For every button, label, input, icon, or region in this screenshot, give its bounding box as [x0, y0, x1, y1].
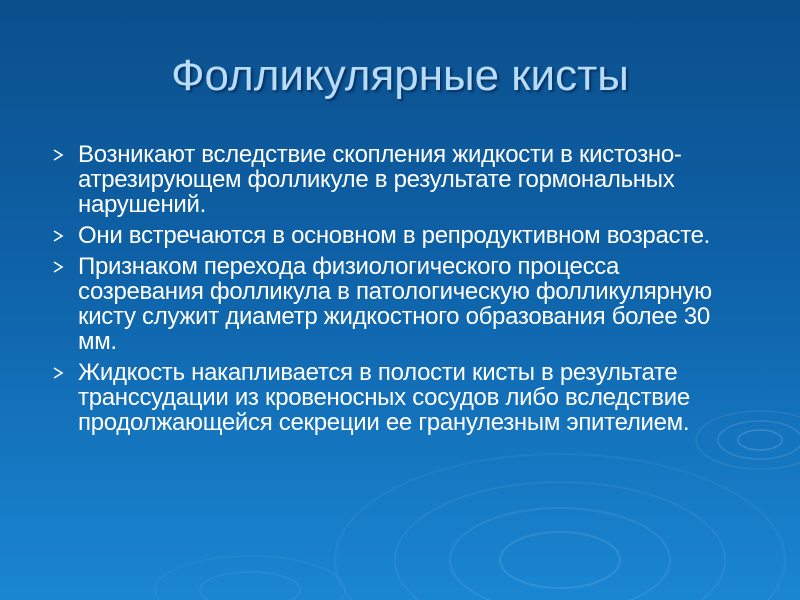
chevron-right-icon [52, 367, 64, 379]
bullet-list [52, 142, 742, 441]
bullet-text: Жидкость накапливается в полости кисты в результате транссудации из кровеносных сосудов либо вследствие продолжающейся секреции ее гранулезным эпителием. [78, 359, 690, 436]
list-item [52, 254, 742, 354]
chevron-right-icon [52, 149, 64, 161]
bullet-text: Они встречаются в основном в репродуктивном возрасте. [78, 222, 711, 249]
chevron-right-icon [52, 261, 64, 273]
bullet-text: Признаком перехода физиологического процесса созревания фолликула в патологическую фолликулярную кисту служит диаметр жидкостного образования более 30 мм. [78, 253, 712, 355]
chevron-right-icon [52, 230, 64, 242]
list-item [52, 142, 742, 217]
slide-title: Фолликулярные кисты [171, 51, 629, 100]
bullet-text: Возникают вследствие скопления жидкости в кистозно-атрезирующем фолликуле в результате гормональных нарушений. [78, 141, 682, 218]
list-item [52, 223, 742, 248]
list-item [52, 360, 742, 435]
